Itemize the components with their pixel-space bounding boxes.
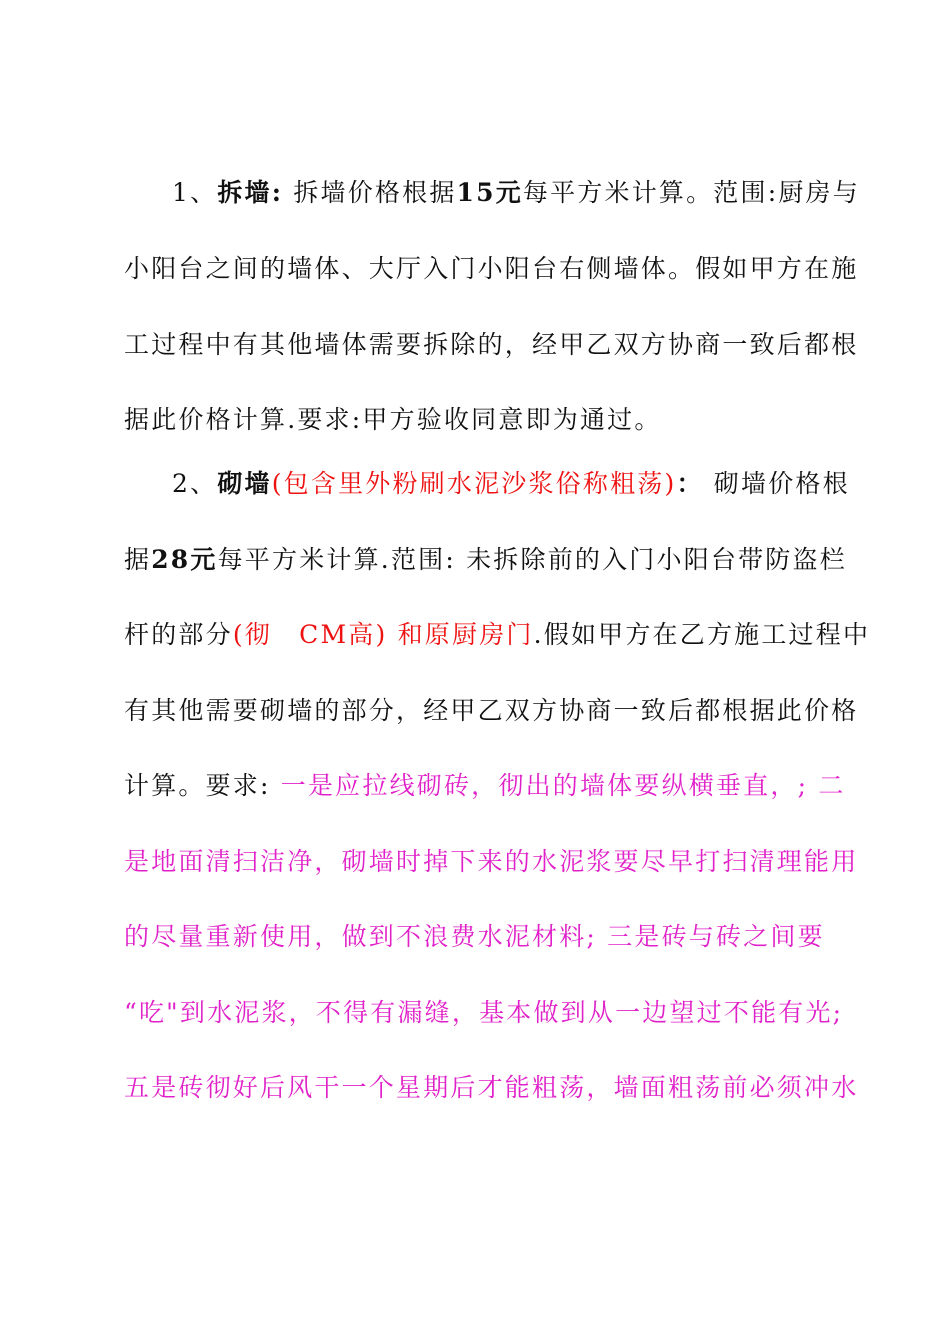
- section2-line9: 五是砖彻好后风干一个星期后才能粗荡，墙面粗荡前必须冲水: [124, 1073, 859, 1102]
- section2-heading: 砌墙: [217, 469, 272, 498]
- section2-line4: 有其他需要砌墙的部分，经甲乙双方协商一致后都根据此价格: [124, 696, 859, 725]
- section2-line7: 的尽量重新使用，做到不浪费水泥材料; 三是砖与砖之间要: [124, 922, 825, 951]
- section1-price: 15元: [456, 178, 523, 207]
- section2-note: (包含里外粉刷水泥沙浆俗称粗荡): [271, 469, 677, 498]
- section2-line2: [124, 545, 847, 575]
- section2-line2-a: 据: [124, 545, 152, 574]
- section2-line1-rest: 砌墙价格根: [713, 469, 850, 498]
- section2-number: 2、: [172, 469, 218, 498]
- section2-line3: [124, 620, 871, 650]
- section2-line3-a: 杆的部分: [124, 620, 233, 649]
- section2-line6: 是地面清扫洁净，砌墙时掉下来的水泥浆要尽早打扫清理能用: [124, 847, 859, 876]
- section2-price: 28元: [151, 545, 218, 574]
- section2-line5-a: 计算。要求:: [124, 771, 281, 800]
- section2-line3-red: (彻 CM高) 和原厨房门: [232, 620, 534, 649]
- section2-line5-requirement: 一是应拉线砌砖，彻出的墙体要纵横垂直，; 二: [280, 771, 846, 800]
- section2-line1: [172, 469, 850, 499]
- section1-line2: 小阳台之间的墙体、大厅入门小阳台右侧墙体。假如甲方在施: [124, 254, 859, 283]
- section1-line4: 据此价格计算.要求:甲方验收同意即为通过。: [124, 405, 662, 434]
- section1-heading: 拆墙:: [217, 178, 284, 207]
- section2-line5: [124, 771, 846, 801]
- section1-number: 1、: [172, 178, 218, 207]
- section1-line1: [172, 178, 860, 208]
- section2-colon: ：: [676, 469, 704, 498]
- section1-line3: 工过程中有其他墙体需要拆除的，经甲乙双方协商一致后都根: [124, 330, 859, 359]
- section1-line1-rest: 每平方米计算。范围:厨房与: [522, 178, 860, 207]
- section1-line1-text: 拆墙价格根据: [293, 178, 457, 207]
- section2-line2-b: 每平方米计算.范围: 未拆除前的入门小阳台带防盗栏: [217, 545, 847, 574]
- section2-line3-b: .假如甲方在乙方施工过程中: [533, 620, 871, 649]
- section2-line8: “吃"到水泥浆，不得有漏缝，基本做到从一边望过不能有光;: [124, 998, 844, 1027]
